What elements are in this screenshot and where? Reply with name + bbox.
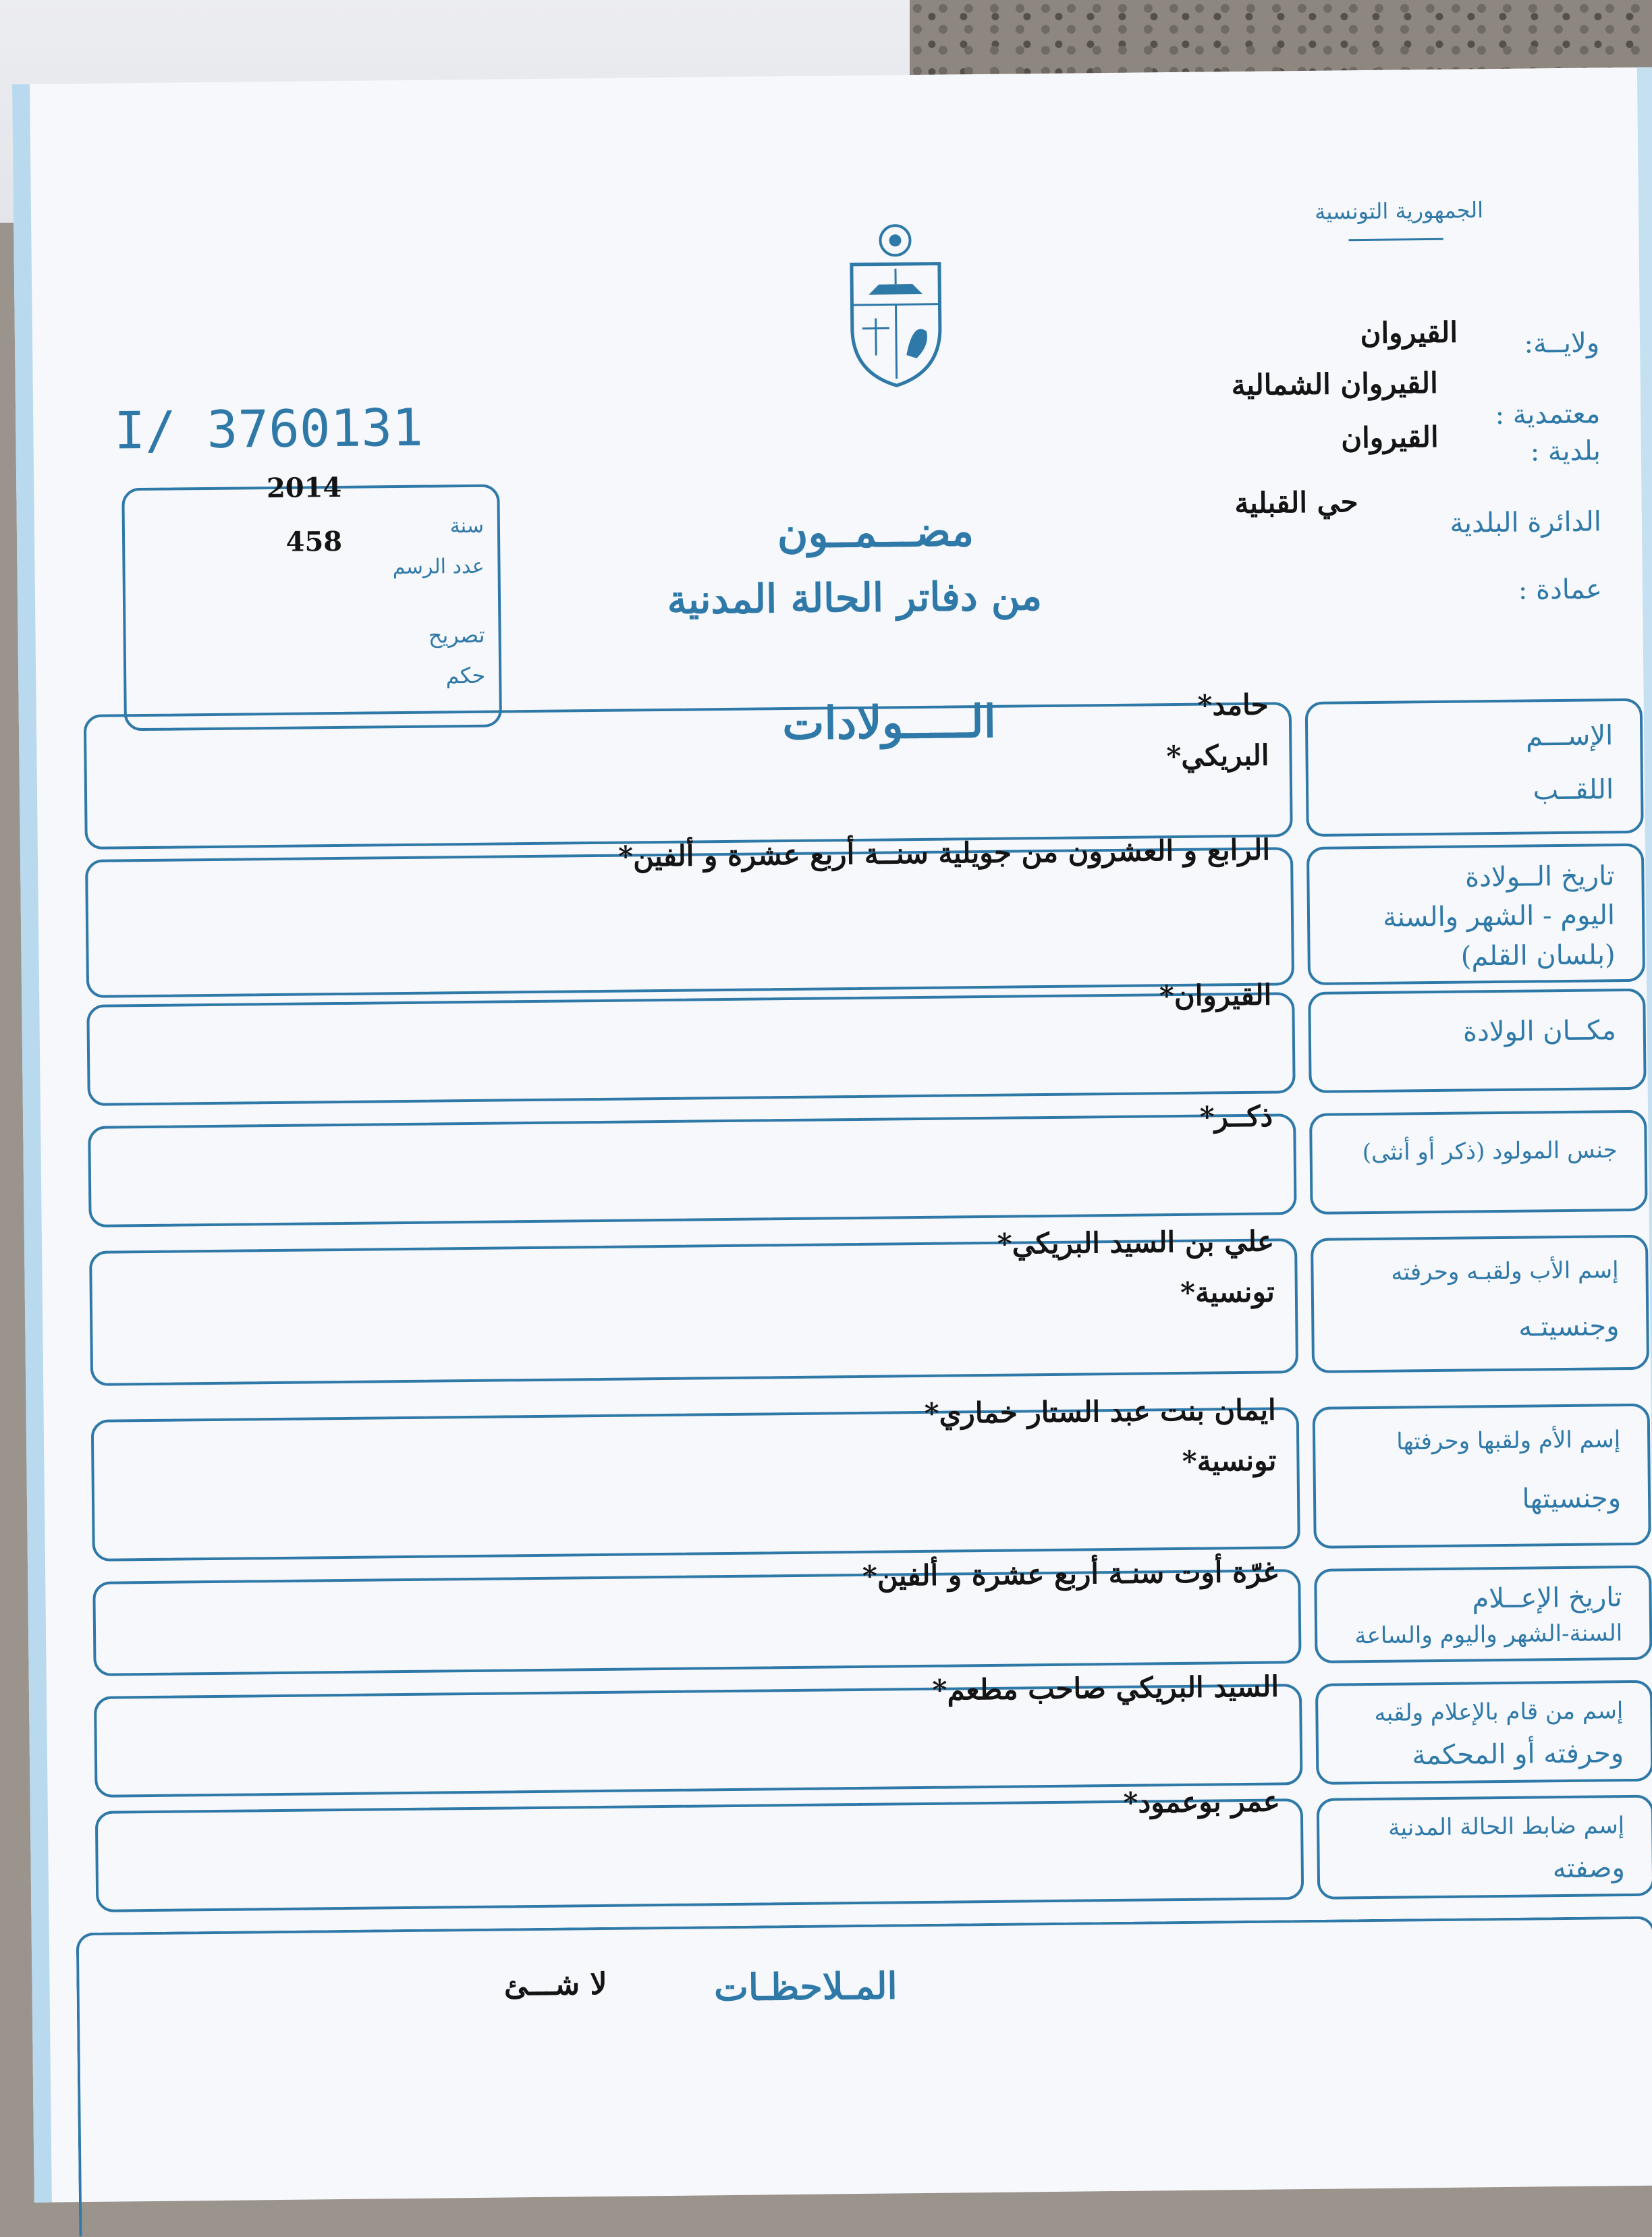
- row-value: ايمان بنت عبد الستار خماري*: [924, 1393, 1276, 1429]
- row-label: السنة-الشهر واليوم والساعة: [1354, 1620, 1622, 1649]
- omada-label: عمادة :: [1518, 574, 1603, 605]
- row-value-box: [89, 1238, 1298, 1386]
- row-label: وصفته: [1553, 1852, 1626, 1884]
- row-label: وجنسيتـه: [1518, 1310, 1620, 1343]
- row-value: تونسية*: [1180, 1275, 1275, 1309]
- row-label: مكــان الولادة: [1463, 1015, 1616, 1047]
- row-value: حامد*: [1197, 688, 1269, 722]
- row-label-box: [1315, 1680, 1652, 1785]
- row-value: القيروان*: [1159, 978, 1272, 1013]
- birth-certificate-document: [12, 67, 1652, 2203]
- row-value-box: [92, 1569, 1301, 1676]
- tunisia-coat-of-arms-emblem: [837, 219, 954, 389]
- row-label: وحرفته أو المحكمة: [1412, 1738, 1624, 1771]
- row-value: عمر بوعمود*: [1123, 1784, 1280, 1819]
- row-label-box: [1317, 1795, 1652, 1900]
- row-label: إسم من قام بالإعلام ولقبه: [1374, 1697, 1623, 1727]
- row-value-box: [91, 1407, 1300, 1562]
- row-label: اليوم - الشهر والسنة: [1383, 900, 1615, 933]
- row-value: الرابع و العشرون من جويلية سنــة أربع عشرة و ألفين*: [618, 833, 1270, 873]
- row-label: إسم الأم ولقبها وحرفتها: [1396, 1427, 1620, 1456]
- row-label: جنس المولود (ذكر أو أنثى): [1362, 1136, 1618, 1166]
- row-value-box: [84, 702, 1293, 850]
- row-value: البريكي*: [1166, 739, 1269, 773]
- row-label-box: [1311, 1235, 1649, 1373]
- row-value-box: [94, 1684, 1302, 1798]
- year-value: 2014: [267, 472, 342, 504]
- row-value-box: [88, 1113, 1296, 1227]
- row-label: وجنسيتها: [1522, 1483, 1621, 1516]
- row-label-box: [1309, 1110, 1648, 1215]
- row-label-box: [1313, 1404, 1651, 1549]
- row-value: تونسية*: [1182, 1443, 1277, 1477]
- baladia-label: بلدية :: [1530, 435, 1601, 467]
- motamadia-value: القيروان الشمالية: [1232, 366, 1438, 402]
- remarks-label: المـلاحظـات: [714, 1964, 898, 2009]
- row-value-box: [95, 1798, 1304, 1912]
- row-label-box: [1314, 1566, 1652, 1663]
- row-label: اللقــب: [1533, 774, 1614, 806]
- row-value-box: [85, 847, 1294, 998]
- row-value: ذكــر*: [1199, 1100, 1273, 1134]
- row-label: إسم الأب ولقبـه وحرفته: [1391, 1256, 1619, 1286]
- row-value: السيد البريكي صاحب مطعم*: [932, 1669, 1279, 1706]
- remarks-box: [76, 1916, 1652, 2236]
- row-value: علي بن السيد البريكي*: [997, 1225, 1274, 1261]
- serial-number: I/ 3760131: [114, 397, 423, 461]
- number-value: 458: [285, 526, 342, 558]
- heading-divider: [1349, 238, 1443, 241]
- remarks-value: لا شـــئ: [504, 1967, 607, 2003]
- title-madmoun: مضـــمــون: [777, 506, 974, 557]
- row-label: (بلسان القلم): [1460, 939, 1615, 972]
- registration-box: [121, 484, 502, 731]
- row-label-box: [1306, 844, 1645, 985]
- row-label-box: [1308, 989, 1647, 1093]
- year-label: سنة: [449, 514, 484, 538]
- title-births: الـــــولادات: [782, 695, 997, 750]
- daira-value: حي القبلية: [1234, 485, 1358, 520]
- row-label: تاريخ الــولادة: [1465, 860, 1615, 893]
- row-label: الإســـم: [1526, 720, 1614, 752]
- row-label: إسم ضابط الحالة المدنية: [1388, 1812, 1624, 1842]
- row-value: غرّة أوت سنـة أربع عشرة و ألفين*: [862, 1555, 1278, 1592]
- number-label: عدد الرسم: [393, 555, 485, 579]
- row-label-box: [1305, 698, 1644, 837]
- wilaya-label: ولايــة:: [1524, 327, 1599, 359]
- motamadia-label: معتمدية :: [1495, 398, 1600, 431]
- republic-heading: الجمهورية التونسية: [1315, 197, 1483, 225]
- declaration-label: تصريح: [429, 622, 485, 648]
- daira-label: الدائرة البلدية: [1450, 506, 1601, 538]
- row-value-box: [86, 992, 1295, 1106]
- title-civil-registry: من دفاتر الحالة المدنية: [667, 573, 1042, 623]
- row-label: تاريخ الإعــلام: [1472, 1582, 1622, 1614]
- wilaya-value: القيروان: [1360, 316, 1458, 350]
- baladia-value: القيروان: [1341, 420, 1439, 455]
- judgment-label: حكم: [445, 663, 485, 689]
